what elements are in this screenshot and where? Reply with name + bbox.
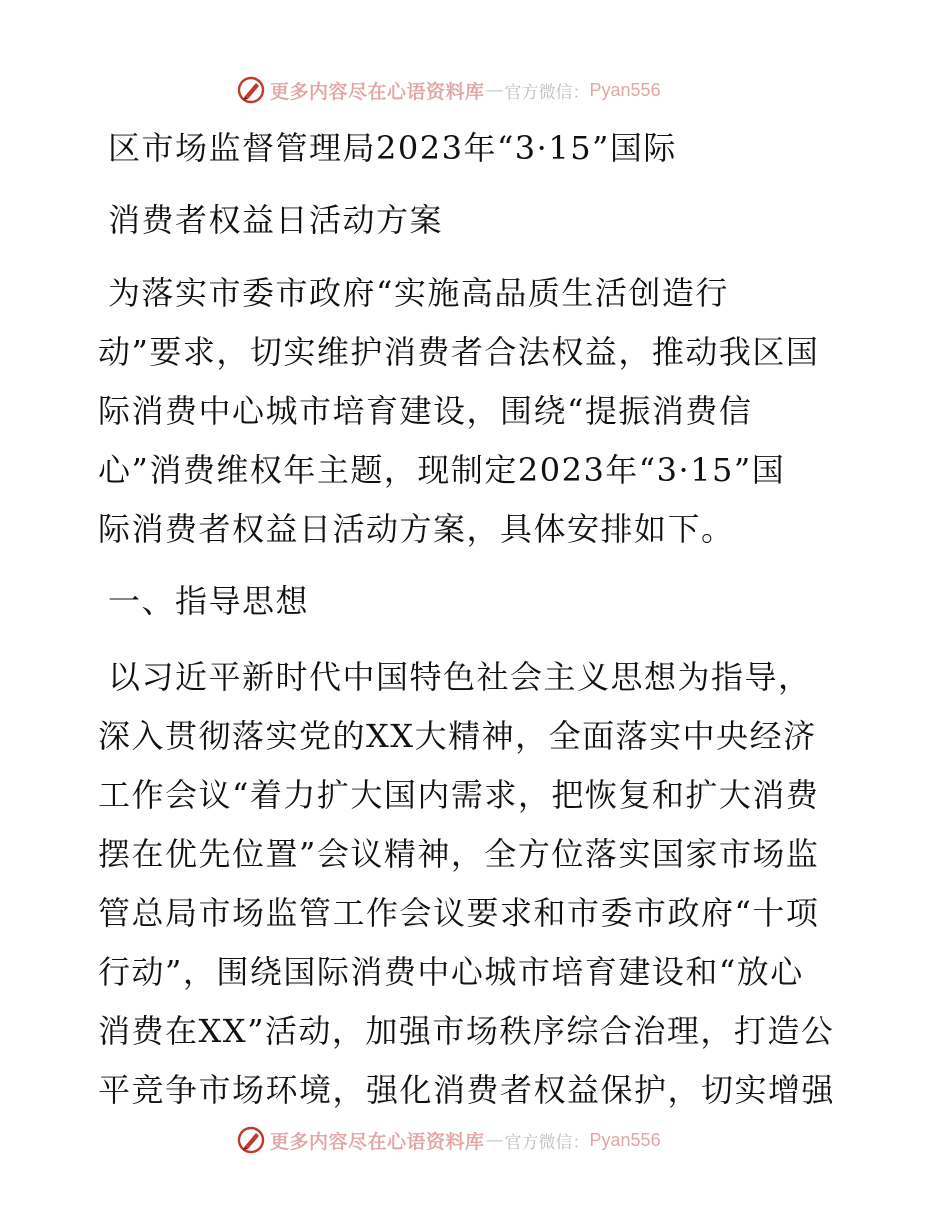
section-1-line-8: 平竞争市场环境，强化消费者权益保护，切实增强 bbox=[98, 1071, 836, 1109]
document-title-line-2: 消费者权益日活动方案 bbox=[108, 201, 444, 239]
watermark-wechat-id: Pyan556 bbox=[589, 1129, 661, 1150]
section-1-line-2: 深入贯彻落实党的XX大精神，全面落实中央经济 bbox=[98, 717, 817, 755]
intro-line-1: 为落实市委市政府“实施高品质生活创造行 bbox=[108, 274, 729, 312]
watermark-wechat-label: 官方微信： bbox=[504, 1132, 590, 1153]
watermark-wechat-label: 官方微信： bbox=[504, 82, 590, 103]
watermark-dash: — bbox=[485, 1129, 504, 1151]
watermark-main-text: 更多内容尽在心语资料库 bbox=[270, 80, 485, 103]
intro-line-5: 际消费者权益日活动方案，具体安排如下。 bbox=[98, 510, 735, 548]
section-1-line-7: 消费在XX”活动，加强市场秩序综合治理，打造公 bbox=[98, 1012, 835, 1050]
section-1-line-6: 行动”，围绕国际消费中心城市培育建设和“放心 bbox=[98, 953, 804, 991]
document-title-line-1: 区市场监督管理局2023年“3·15”国际 bbox=[108, 129, 677, 167]
watermark-main-text: 更多内容尽在心语资料库 bbox=[270, 1130, 485, 1153]
intro-line-2: 动”要求，切实维护消费者合法权益，推动我区国 bbox=[98, 333, 820, 371]
intro-line-4: 心”消费维权年主题，现制定2023年“3·15”国 bbox=[98, 451, 786, 489]
section-1-line-1: 以习近平新时代中国特色社会主义思想为指导， bbox=[108, 658, 812, 696]
section-1-heading: 一、指导思想 bbox=[108, 582, 310, 620]
section-1-line-4: 摆在优先位置”会议精神，全方位落实国家市场监 bbox=[98, 835, 820, 873]
section-1-line-3: 工作会议“着力扩大国内需求，把恢复和扩大消费 bbox=[98, 776, 820, 814]
pen-logo-icon bbox=[236, 1125, 266, 1155]
pen-logo-icon bbox=[236, 75, 266, 105]
header-watermark bbox=[236, 72, 661, 108]
intro-line-3: 际消费中心城市培育建设，围绕“提振消费信 bbox=[98, 392, 753, 430]
section-1-line-5: 管总局市场监管工作会议要求和市委市政府“十项 bbox=[98, 894, 820, 932]
watermark-wechat-id: Pyan556 bbox=[589, 79, 661, 100]
footer-watermark bbox=[236, 1122, 661, 1158]
watermark-dash: — bbox=[485, 79, 504, 101]
